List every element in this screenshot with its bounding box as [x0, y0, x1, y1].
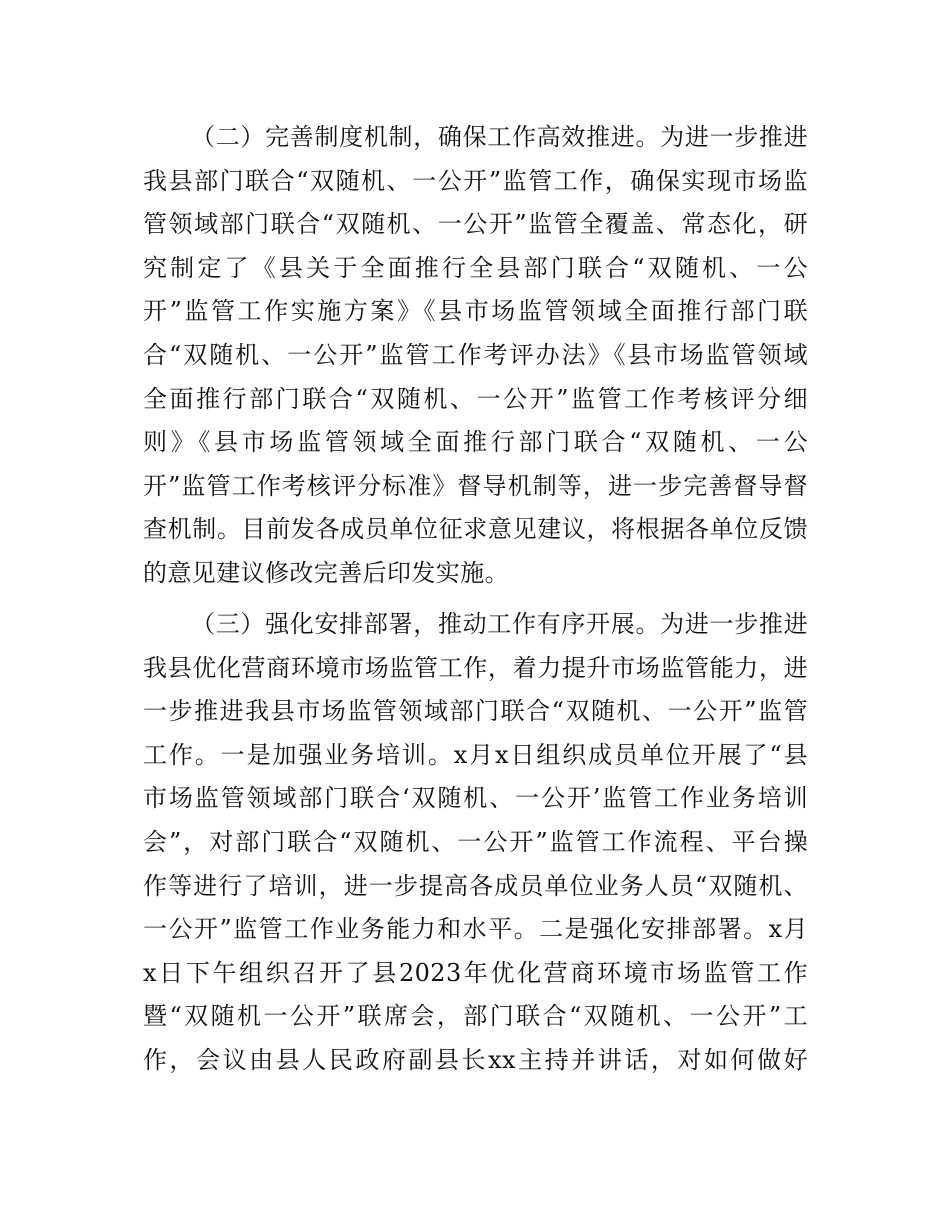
text-line: 暨“双随机一公开”联席会，部门联合“双随机、一公开”工 [143, 1002, 808, 1031]
paragraph-section-2 [143, 116, 808, 596]
text-line: 作等进行了培训，进一步提高各成员单位业务人员“双随机、 [143, 871, 808, 900]
text-line: x日下午组织召开了县2023年优化营商环境市场监管工作 [143, 958, 808, 987]
text-line: 究制定了《县关于全面推行全县部门联合“双随机、一公 [143, 253, 808, 282]
text-line: 我县优化营商环境市场监管工作，着力提升市场监管能力，进 [143, 653, 808, 682]
text-line: 的意见建议修改完善后印发实施。 [143, 558, 509, 587]
text-line: 一步推进我县市场监管领域部门联合“双随机、一公开”监管 [143, 697, 808, 726]
text-line: 作，会议由县人民政府副县长xx主持并讲话，对如何做好 [143, 1045, 808, 1074]
text-line: 一公开”监管工作业务能力和水平。二是强化安排部署。x月 [143, 915, 808, 944]
text-line: 工作。一是加强业务培训。x月x日组织成员单位开展了“县 [143, 740, 808, 769]
text-line: （二）完善制度机制，确保工作高效推进。为进一步推进 [191, 123, 808, 151]
text-line: 开”监管工作考核评分标准》督导机制等，进一步完善督导督 [143, 471, 808, 500]
text-line: （三）强化安排部署，推动工作有序开展。为进一步推进 [191, 610, 808, 638]
text-line: 会”，对部门联合“双随机、一公开”监管工作流程、平台操 [143, 827, 808, 856]
text-line: 开”监管工作实施方案》《县市场监管领域全面推行部门联 [143, 297, 808, 326]
text-line: 查机制。目前发各成员单位征求意见建议，将根据各单位反馈 [143, 515, 808, 544]
text-line: 合“双随机、一公开”监管工作考评办法》《县市场监管领域 [143, 340, 808, 369]
text-line: 市场监管领域部门联合‘双随机、一公开’监管工作业务培训 [143, 784, 808, 813]
paragraph-section-3 [143, 603, 808, 1083]
text-line: 我县部门联合“双随机、一公开”监管工作，确保实现市场监 [143, 166, 808, 195]
text-line: 则》《县市场监管领域全面推行部门联合“双随机、一公 [143, 428, 808, 457]
text-line: 管领域部门联合“双随机、一公开”监管全覆盖、常态化，研 [143, 210, 808, 239]
text-line: 全面推行部门联合“双随机、一公开”监管工作考核评分细 [143, 384, 808, 413]
